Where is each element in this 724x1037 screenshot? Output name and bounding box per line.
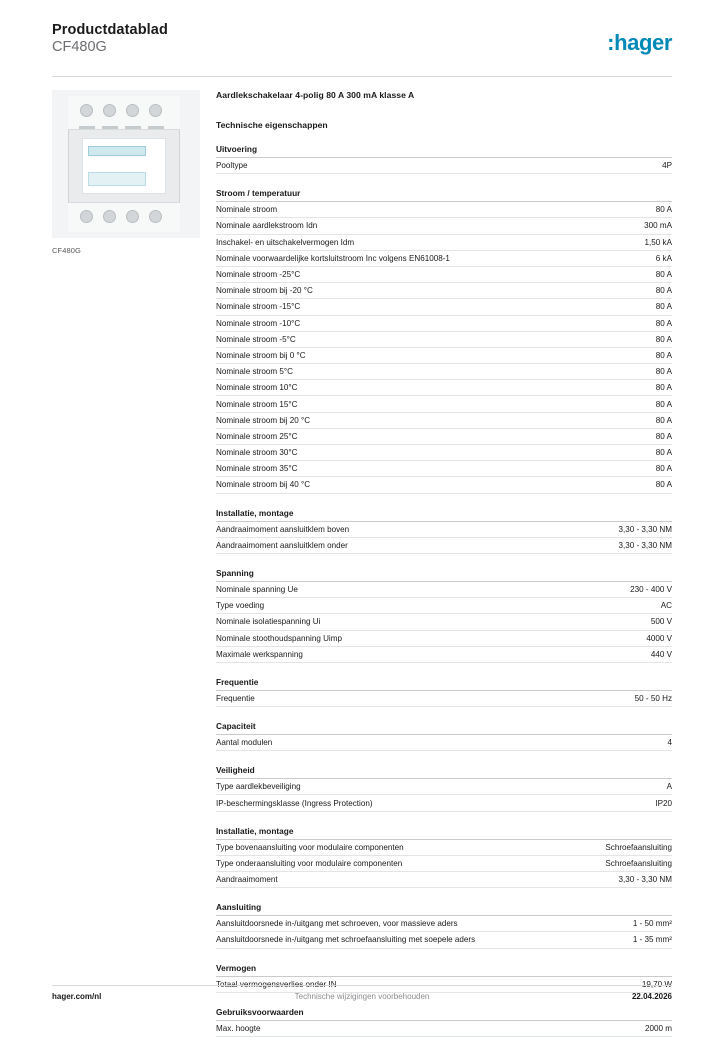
spec-label: Nominale stroom 10°C (216, 383, 298, 393)
spec-group-title: Installatie, montage (216, 508, 672, 522)
din-slot (102, 126, 118, 129)
footer-date: 22.04.2026 (631, 992, 672, 1001)
spec-label: Aandraaimoment aansluitklem boven (216, 524, 350, 534)
terminal-icon (126, 210, 139, 223)
spec-group-title: Stroom / temperatuur (216, 188, 672, 202)
spec-label: Nominale stroom (216, 205, 278, 215)
spec-label: Nominale stroom -15°C (216, 302, 301, 312)
spec-value: 500 V (650, 617, 672, 627)
footer-divider (52, 985, 672, 986)
spec-label: Type aardlekbeveiliging (216, 782, 301, 792)
spec-label: Aansluitdoorsnede in-/uitgang met schroefaansluiting met soepele aders (216, 935, 476, 945)
terminal-icon (80, 104, 93, 117)
spec-row (216, 691, 672, 707)
spec-row (216, 538, 672, 554)
spec-row (216, 932, 672, 948)
spec-value: 80 A (655, 464, 672, 474)
spec-value: IP20 (655, 798, 672, 808)
spec-label: Aansluitdoorsnede in-/uitgang met schroeven, voor massieve aders (216, 919, 458, 929)
spec-row (216, 429, 672, 445)
spec-value: 80 A (655, 383, 672, 393)
spec-row (216, 461, 672, 477)
spec-label: Maximale werkspanning (216, 649, 303, 659)
spec-group (216, 144, 672, 174)
din-slot (79, 126, 95, 129)
spec-label: Frequentie (216, 693, 255, 703)
spec-label: Nominale stroom 15°C (216, 399, 298, 409)
terminal-icon (103, 210, 116, 223)
spec-label: Aandraaimoment aansluitklem onder (216, 540, 348, 550)
spec-value: A (666, 782, 672, 792)
spec-value: 1 - 35 mm² (632, 935, 672, 945)
spec-label: Aandraaimoment (216, 875, 278, 885)
spec-row (216, 779, 672, 795)
product-reference: CF480G (52, 39, 107, 55)
spec-group (216, 677, 672, 707)
spec-value: 80 A (655, 318, 672, 328)
spec-value: 50 - 50 Hz (634, 693, 672, 703)
spec-label: Nominale stroom -5°C (216, 334, 296, 344)
spec-row (216, 235, 672, 251)
spec-row (216, 396, 672, 412)
spec-row (216, 795, 672, 811)
spec-group (216, 902, 672, 948)
technical-properties-heading: Technische eigenschappen (216, 120, 328, 130)
spec-row (216, 202, 672, 218)
spec-group (216, 765, 672, 811)
spec-value: Schroefaansluiting (605, 842, 672, 852)
product-image-caption: CF480G (52, 246, 81, 255)
spec-group-title: Aansluiting (216, 902, 672, 916)
spec-label: Nominale stroom bij 0 °C (216, 350, 306, 360)
spec-value: 80 A (655, 205, 672, 215)
spec-label: Nominale stroom 25°C (216, 431, 298, 441)
spec-label: Nominale aardlekstroom Idn (216, 221, 318, 231)
spec-value: 80 A (655, 367, 672, 377)
spec-row (216, 1021, 672, 1037)
spec-row (216, 840, 672, 856)
spec-value: 80 A (655, 302, 672, 312)
footer-website-link[interactable]: hager.com/nl (52, 992, 102, 1001)
spec-value: 80 A (655, 334, 672, 344)
spec-value: 440 V (650, 649, 672, 659)
terminal-icon (103, 104, 116, 117)
product-heading: Aardlekschakelaar 4-polig 80 A 300 mA klasse A (216, 90, 415, 100)
spec-row (216, 856, 672, 872)
page-title: Productdatablad (52, 22, 168, 38)
spec-value: 1,50 kA (644, 237, 672, 247)
spec-group (216, 188, 672, 493)
spec-label: Nominale stroom bij -20 °C (216, 286, 313, 296)
spec-row (216, 477, 672, 493)
spec-value: 3,30 - 3,30 NM (618, 524, 672, 534)
hager-logo: :hager (607, 30, 672, 55)
spec-label: Pooltype (216, 161, 248, 171)
spec-value: 3,30 - 3,30 NM (618, 875, 672, 885)
spec-row (216, 332, 672, 348)
spec-row (216, 348, 672, 364)
spec-label: Nominale spanning Ue (216, 585, 298, 595)
page-header (52, 22, 672, 68)
spec-group (216, 1007, 672, 1037)
spec-label: Nominale stroom bij 20 °C (216, 415, 311, 425)
spec-row (216, 267, 672, 283)
spec-value: 300 mA (644, 221, 672, 231)
spec-value: 2000 m (645, 1023, 672, 1033)
spec-row (216, 522, 672, 538)
spec-group (216, 568, 672, 663)
device-test-panel (88, 172, 146, 186)
spec-group-title: Installatie, montage (216, 826, 672, 840)
product-image-panel (52, 90, 200, 255)
spec-row (216, 916, 672, 932)
spec-group-title: Frequentie (216, 677, 672, 691)
spec-label: Type voeding (216, 601, 265, 611)
spec-group-title: Gebruiksvoorwaarden (216, 1007, 672, 1021)
spec-value: 4 (667, 738, 672, 748)
spec-row (216, 872, 672, 888)
footer-disclaimer: Technische wijzigingen voorbehouden (294, 992, 430, 1001)
spec-label: Nominale stroom -25°C (216, 270, 301, 280)
spec-label: Nominale stoothoudspanning Uimp (216, 633, 342, 643)
spec-row (216, 218, 672, 234)
spec-groups (216, 144, 672, 1037)
spec-row (216, 251, 672, 267)
spec-value: 80 A (655, 399, 672, 409)
spec-label: Nominale voorwaardelijke kortsluitstroom Inc volgens EN61008-1 (216, 253, 450, 263)
spec-row (216, 582, 672, 598)
spec-row (216, 631, 672, 647)
spec-group-title: Vermogen (216, 963, 672, 977)
specifications-section (216, 90, 672, 1037)
spec-label: Nominale stroom -10°C (216, 318, 301, 328)
spec-value: 80 A (655, 270, 672, 280)
spec-row (216, 380, 672, 396)
spec-group (216, 508, 672, 554)
spec-row (216, 614, 672, 630)
spec-value: 80 A (655, 286, 672, 296)
spec-label: Nominale stroom 30°C (216, 448, 298, 458)
spec-group-title: Uitvoering (216, 144, 672, 158)
spec-row (216, 598, 672, 614)
product-image (52, 90, 200, 238)
spec-label: Nominale stroom 35°C (216, 464, 298, 474)
spec-group-title: Spanning (216, 568, 672, 582)
terminal-icon (149, 104, 162, 117)
spec-label: Type onderaansluiting voor modulaire componenten (216, 858, 403, 868)
terminal-icon (149, 210, 162, 223)
spec-row (216, 413, 672, 429)
spec-label: IP-beschermingsklasse (Ingress Protection) (216, 798, 373, 808)
spec-value: 80 A (655, 480, 672, 490)
spec-row (216, 647, 672, 663)
spec-group (216, 963, 672, 993)
spec-label: Aantal modulen (216, 738, 273, 748)
spec-value: 1 - 50 mm² (632, 919, 672, 929)
spec-value: 230 - 400 V (630, 585, 672, 595)
spec-row (216, 735, 672, 751)
spec-row (216, 364, 672, 380)
spec-value: 80 A (655, 431, 672, 441)
din-slot (148, 126, 164, 129)
spec-value: 4000 V (646, 633, 672, 643)
spec-label: Type bovenaansluiting voor modulaire componenten (216, 842, 404, 852)
spec-group-title: Veiligheid (216, 765, 672, 779)
spec-label: Max. hoogte (216, 1023, 261, 1033)
spec-label: Nominale isolatiespanning Ui (216, 617, 321, 627)
page-footer (52, 992, 672, 1006)
spec-label: Inschakel- en uitschakelvermogen Idm (216, 237, 355, 247)
terminal-icon (126, 104, 139, 117)
spec-group (216, 721, 672, 751)
spec-value: 6 kA (655, 253, 672, 263)
header-divider (52, 76, 672, 77)
din-slot (125, 126, 141, 129)
spec-row (216, 299, 672, 315)
spec-row (216, 316, 672, 332)
spec-label: Nominale stroom bij 40 °C (216, 480, 311, 490)
spec-row (216, 158, 672, 174)
spec-row (216, 445, 672, 461)
spec-value: 80 A (655, 350, 672, 360)
spec-group (216, 826, 672, 889)
spec-value: 3,30 - 3,30 NM (618, 540, 672, 550)
spec-value: AC (660, 601, 672, 611)
terminal-icon (80, 210, 93, 223)
spec-label: Nominale stroom 5°C (216, 367, 294, 377)
spec-group-title: Capaciteit (216, 721, 672, 735)
spec-value: Schroefaansluiting (605, 858, 672, 868)
spec-value: 4P (662, 161, 672, 171)
spec-row (216, 283, 672, 299)
spec-value: 80 A (655, 448, 672, 458)
device-lever (88, 146, 146, 156)
spec-value: 80 A (655, 415, 672, 425)
